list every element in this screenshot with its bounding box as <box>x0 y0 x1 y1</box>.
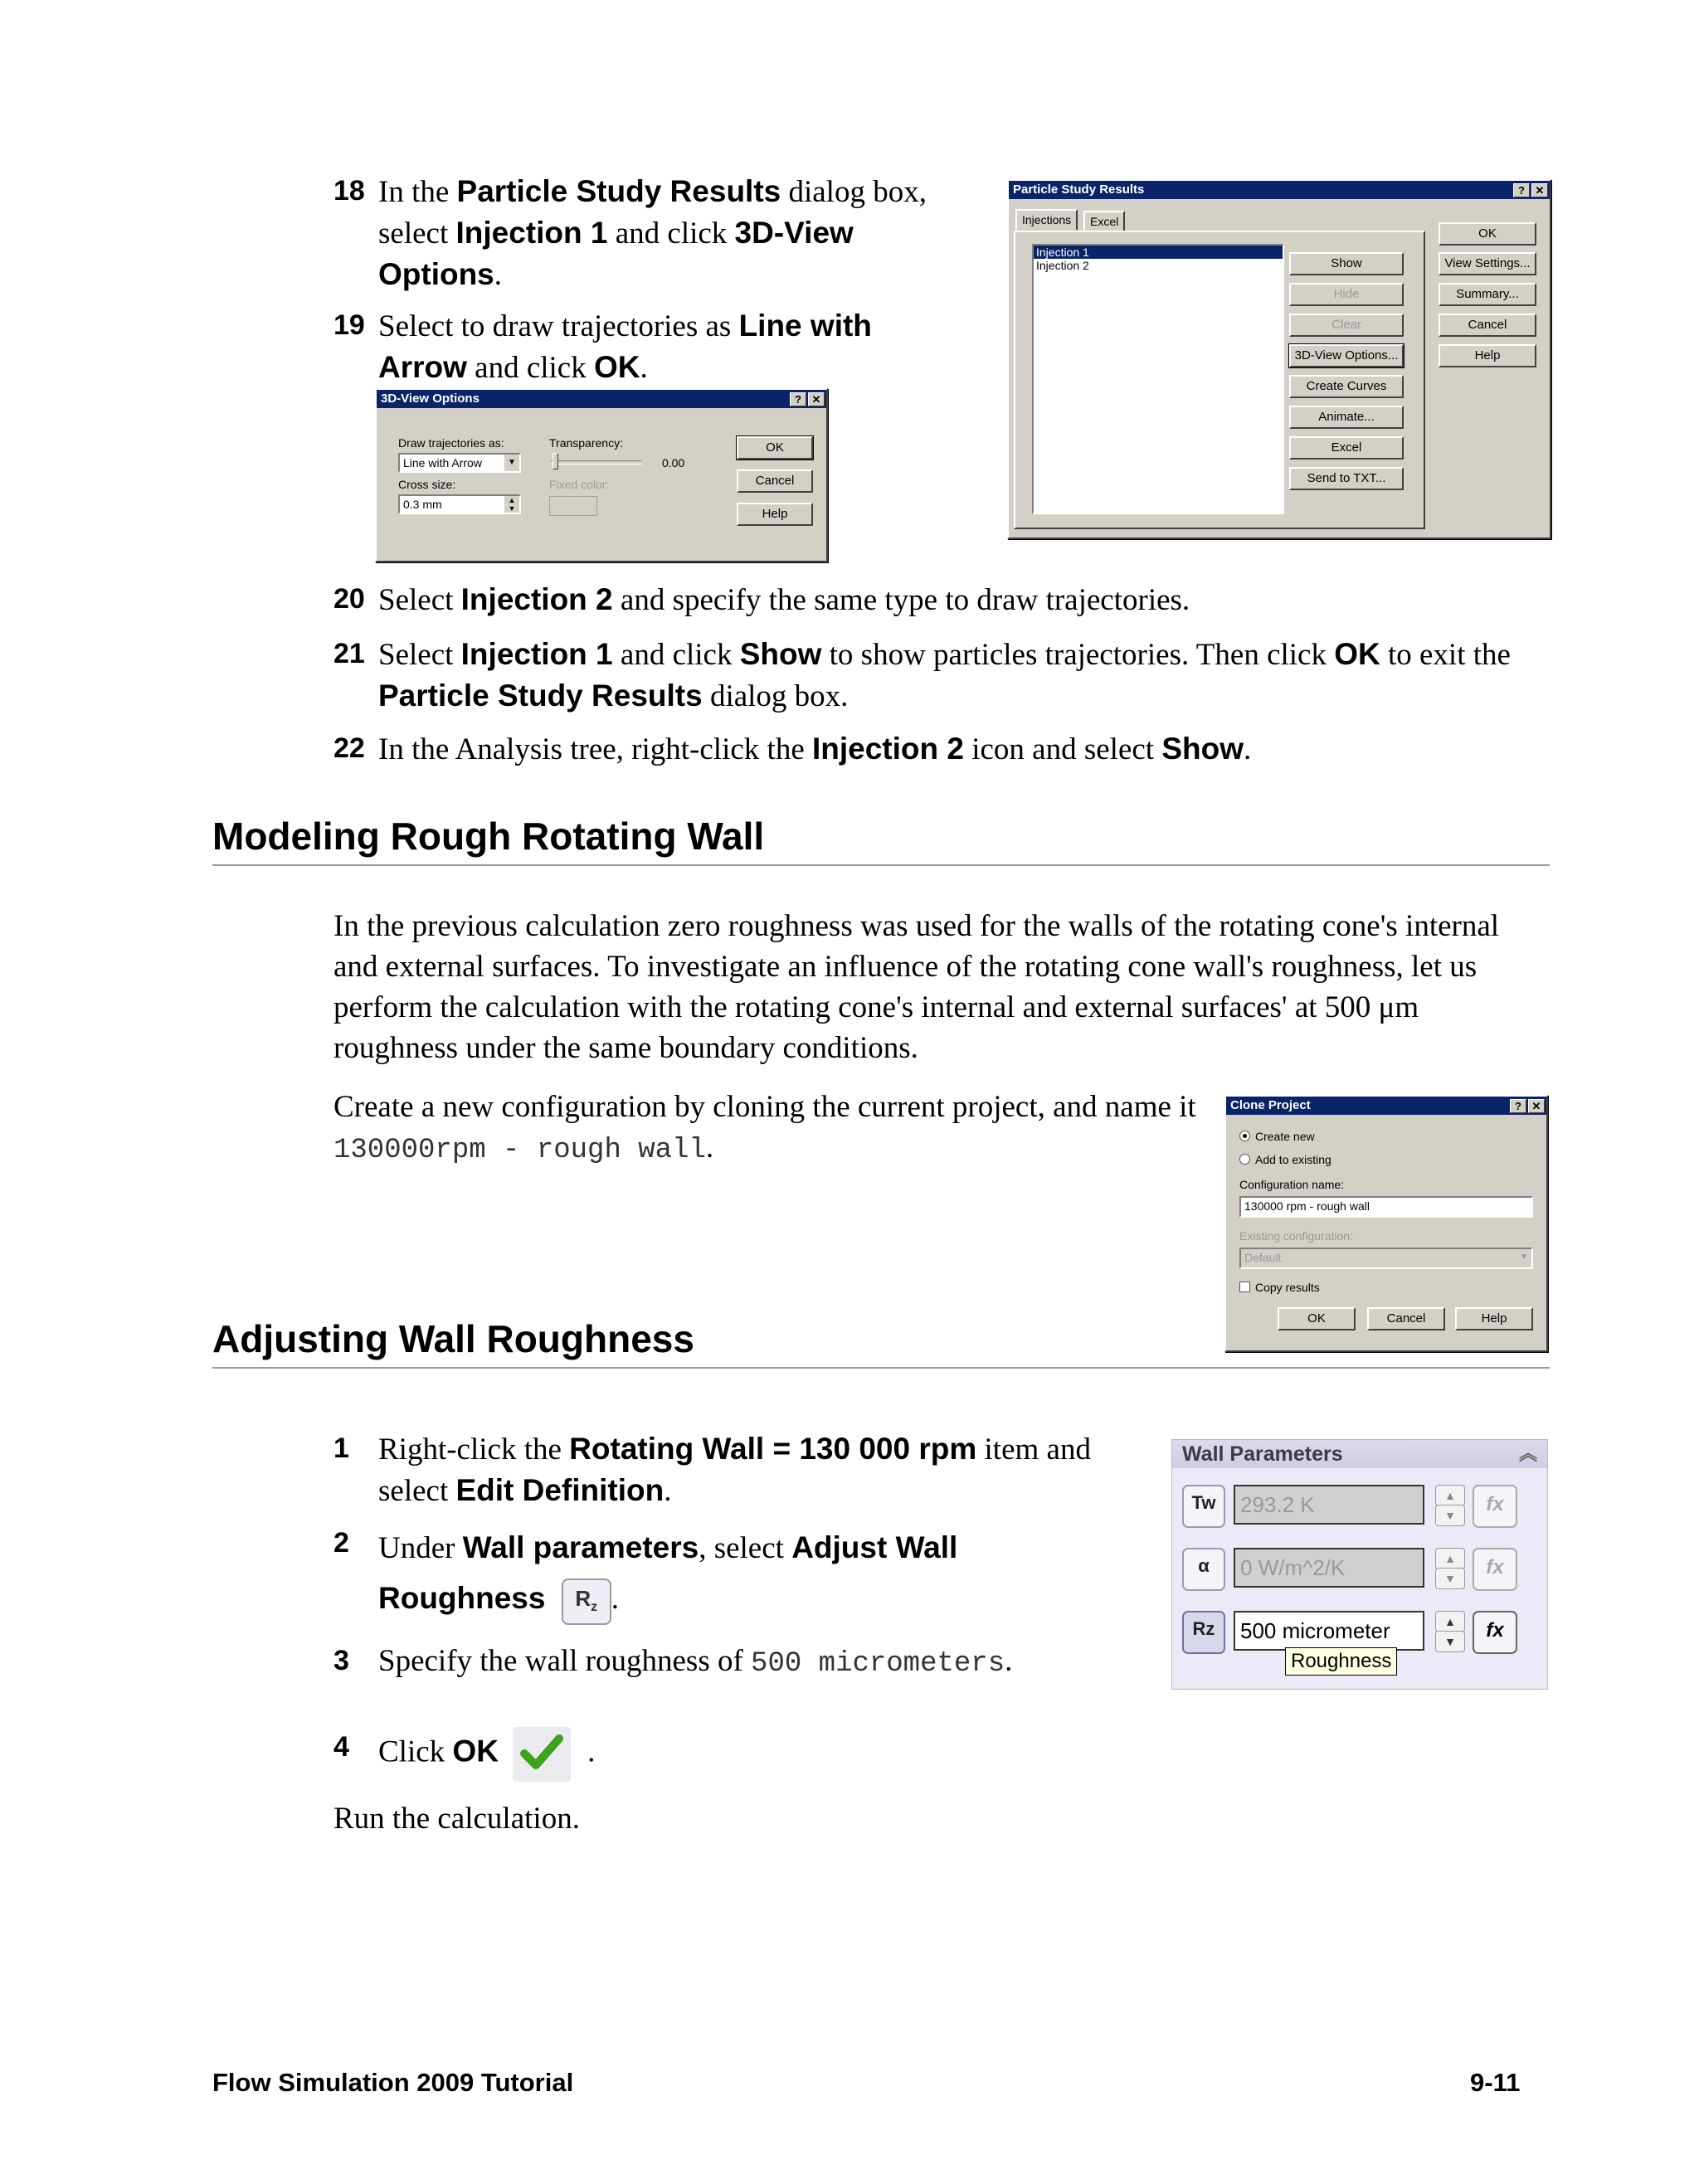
spin-down-icon[interactable]: ▼ <box>1435 1568 1465 1589</box>
step-20: 20 Select Injection 2 and specify the same type to draw trajectories. <box>333 582 1190 617</box>
excel-button[interactable]: Excel <box>1289 436 1404 460</box>
dialog-titlebar: Clone Project ? ✕ <box>1226 1097 1546 1115</box>
step-2: 2 Under Wall parameters, select Adjust Wall Roughness $R_z$ . <box>333 1523 1122 1625</box>
chevron-down-icon: ▼ <box>504 455 519 471</box>
temperature-row <box>1182 1481 1539 1526</box>
function-icon[interactable]: fx <box>1473 1548 1517 1591</box>
copy-results-checkbox[interactable]: Copy results <box>1239 1281 1320 1294</box>
3d-view-options-button[interactable]: 3D-View Options... <box>1289 344 1404 367</box>
configuration-name-label: Configuration name: <box>1239 1178 1345 1191</box>
dialog-titlebar: 3D-View Options ? ✕ <box>377 390 826 408</box>
transparency-value: 0.00 <box>662 456 685 469</box>
clone-paragraph: Create a new configuration by cloning the current project, and name it 130000rpm - rough wall. <box>333 1090 1196 1166</box>
clone-project-dialog <box>1224 1095 1548 1352</box>
function-icon[interactable]: fx <box>1473 1485 1517 1528</box>
summary-button[interactable]: Summary... <box>1439 283 1536 306</box>
spin-up-icon[interactable]: ▲ <box>1435 1548 1465 1569</box>
chevron-down-icon: ▼ <box>1520 1253 1528 1262</box>
spin-icon: ▲ ▼ <box>504 496 519 513</box>
create-curves-button[interactable]: Create Curves <box>1289 375 1404 398</box>
roughness-row <box>1182 1608 1539 1652</box>
slider-thumb[interactable] <box>553 453 558 469</box>
ok-button[interactable]: OK <box>737 436 813 460</box>
add-to-existing-radio[interactable]: Add to existing <box>1239 1153 1331 1166</box>
existing-configuration-select[interactable]: Default ▼ <box>1239 1248 1533 1269</box>
transparency-slider[interactable] <box>551 460 642 465</box>
list-item[interactable]: Injection 2 <box>1036 259 1089 272</box>
section-heading: Adjusting Wall Roughness <box>212 1316 1550 1369</box>
roughness-tooltip: Roughness <box>1285 1647 1397 1676</box>
help-button[interactable]: Help <box>1439 344 1536 367</box>
cross-size-input[interactable]: 0.3 mm ▲ ▼ <box>398 494 521 514</box>
adjust-roughness-icon: $R_z$ <box>562 1578 611 1625</box>
fixed-color-picker <box>549 496 597 516</box>
cross-size-label: Cross size: <box>398 478 456 491</box>
roughness-input[interactable]: 500 micrometer <box>1234 1611 1424 1651</box>
heat-transfer-coefficient-icon: α <box>1182 1548 1225 1591</box>
intro-paragraph: In the previous calculation zero roughness was used for the walls of the rotating cone's internal and external surfaces. To investigate an influence of the rotating cone wall's roughness, let us perform the calculation with the rotating cone's internal and external surfaces' at 500 μm roughness under the same boundary conditions. <box>333 909 1500 1065</box>
roughness-icon[interactable]: Rz <box>1182 1611 1225 1654</box>
step-22: 22 In the Analysis tree, right-click the Injection 2 icon and select Show. <box>333 732 1252 766</box>
panel-header[interactable]: Wall Parameters ︽ <box>1172 1440 1547 1468</box>
heat-transfer-input[interactable]: 0 W/m^2/K <box>1234 1548 1424 1588</box>
injection-list[interactable] <box>1032 244 1284 514</box>
ok-button[interactable]: OK <box>1278 1307 1356 1330</box>
tab-excel[interactable]: Excel <box>1083 211 1125 232</box>
send-to-txt-button[interactable]: Send to TXT... <box>1289 467 1404 490</box>
step-19: 19 Select to draw trajectories as Line with Arrow and click OK. <box>333 309 872 385</box>
dialog-titlebar: Particle Study Results ? ✕ <box>1009 181 1550 199</box>
view-settings-button[interactable]: View Settings... <box>1439 252 1536 275</box>
cancel-button[interactable]: Cancel <box>1439 314 1536 337</box>
animate-button[interactable]: Animate... <box>1289 406 1404 429</box>
function-icon[interactable]: fx <box>1473 1611 1517 1654</box>
footer-title: Flow Simulation 2009 Tutorial <box>212 2068 574 2097</box>
help-button[interactable]: Help <box>1455 1307 1533 1330</box>
step-18: 18 In the Particle Study Results dialog box, select Injection 1 and click 3D-View Options. <box>333 174 927 292</box>
run-calculation-text: Run the calculation. <box>333 1802 580 1836</box>
hide-button[interactable]: Hide <box>1289 283 1404 306</box>
ok-button[interactable]: OK <box>1439 222 1536 246</box>
page-number: 9-11 <box>1470 2068 1521 2097</box>
create-new-radio[interactable]: Create new <box>1239 1130 1315 1143</box>
spin-down-icon[interactable]: ▼ <box>1435 1505 1465 1526</box>
wall-parameters-panel <box>1171 1439 1548 1690</box>
list-item[interactable]: Injection 1 <box>1034 246 1283 259</box>
tab-injections[interactable]: Injections <box>1015 209 1078 231</box>
existing-configuration-label: Existing configuration: <box>1239 1229 1353 1243</box>
heat-transfer-row <box>1182 1544 1539 1589</box>
temperature-input[interactable]: 293.2 K <box>1234 1485 1424 1525</box>
cancel-button[interactable]: Cancel <box>1367 1307 1445 1330</box>
particle-study-results-dialog <box>1007 179 1551 539</box>
transparency-label: Transparency: <box>549 436 623 450</box>
draw-trajectories-select[interactable]: Line with Arrow ▼ <box>398 453 521 473</box>
section-heading: Modeling Rough Rotating Wall <box>212 813 1550 866</box>
3d-view-options-dialog <box>375 388 828 562</box>
help-icon[interactable]: ? <box>1510 1099 1526 1113</box>
step-4: 4 Click OK . <box>333 1727 1122 1782</box>
spin-up-icon[interactable]: ▲ <box>1435 1611 1465 1632</box>
temperature-icon: Tw <box>1182 1485 1225 1528</box>
close-icon[interactable]: ✕ <box>1528 1099 1545 1113</box>
spin-up-icon[interactable]: ▲ <box>1435 1485 1465 1506</box>
double-chevron-up-icon[interactable]: ︽ <box>1518 1443 1537 1464</box>
clear-button[interactable]: Clear <box>1289 314 1404 337</box>
configuration-name-input[interactable]: 130000 rpm - rough wall <box>1239 1196 1533 1218</box>
fixed-color-label: Fixed color: <box>549 478 610 491</box>
help-icon[interactable]: ? <box>1513 183 1530 197</box>
close-icon[interactable]: ✕ <box>1531 183 1548 197</box>
step-3: 3 Specify the wall roughness of 500 micrometers. <box>333 1644 1013 1680</box>
step-1: 1 Right-click the Rotating Wall = 130 000 rpm item and select Edit Definition. <box>333 1432 1091 1508</box>
close-icon[interactable]: ✕ <box>808 392 825 406</box>
cancel-button[interactable]: Cancel <box>737 469 813 493</box>
draw-trajectories-label: Draw trajectories as: <box>398 436 504 450</box>
step-21: 21 Select Injection 1 and click Show to show particles trajectories. Then click OK to exit the Particle Study Results dialog box. <box>333 637 1511 713</box>
help-button[interactable]: Help <box>737 503 813 526</box>
check-icon[interactable] <box>513 1727 571 1782</box>
show-button[interactable]: Show <box>1289 252 1404 275</box>
spin-down-icon[interactable]: ▼ <box>1435 1631 1465 1652</box>
help-icon[interactable]: ? <box>790 392 806 406</box>
